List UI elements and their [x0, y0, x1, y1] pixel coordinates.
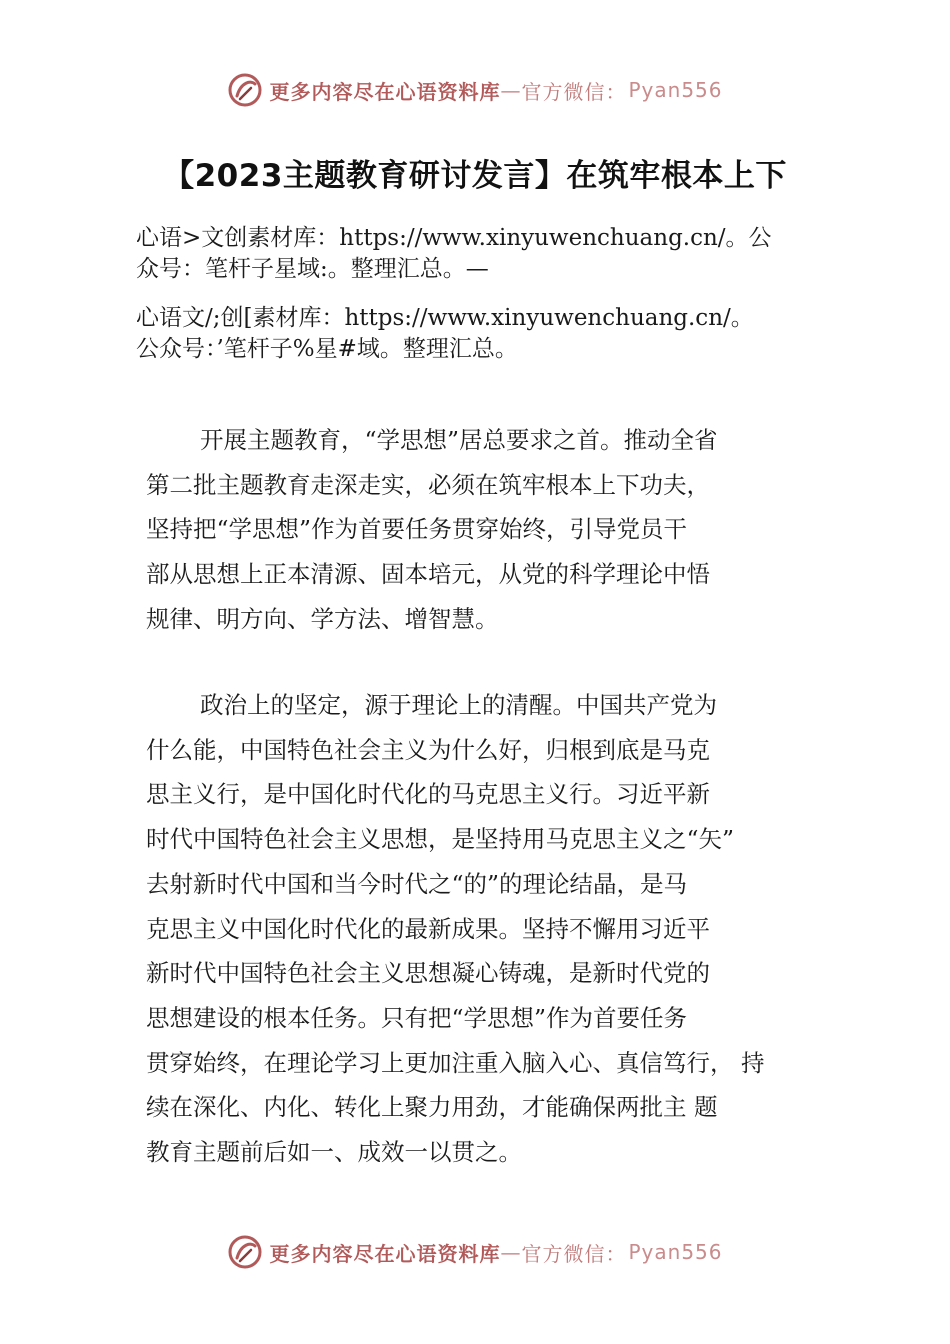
- watermark-wechat-label: 官方微信：: [521, 79, 627, 104]
- watermark-header: [0, 72, 950, 108]
- watermark-footer: [0, 1234, 950, 1270]
- paragraph-line: 去射新时代中国和当今时代之“的”的理论结晶，是马: [146, 869, 688, 898]
- paragraph-2: [146, 683, 836, 1175]
- document-title: 【2023主题教育研讨发言】在筑牢根本上下: [163, 158, 787, 194]
- logo-icon: [227, 1234, 263, 1270]
- paragraph-line: 教育主题前后如一、成效一以贯之。: [146, 1138, 522, 1167]
- watermark-text: 更多内容尽在心语资料库: [269, 79, 501, 104]
- paragraph-line: 续在深化、内化、转化上聚力用劲，才能确保两批主 题: [146, 1093, 718, 1122]
- paragraph-line: 思想建设的根本任务。只有把“学思想”作为首要任务: [146, 1003, 688, 1032]
- watermark-separator: —: [500, 1240, 522, 1264]
- source-line: 心语文/;创[素材库：https://www.xinyuwenchuang.cn/。: [136, 305, 754, 331]
- source-block-2: [136, 303, 836, 365]
- paragraph-1: [146, 418, 836, 642]
- watermark-text: 更多内容尽在心语资料库: [269, 1241, 501, 1266]
- paragraph-line: 规律、明方向、学方法、增智慧。: [146, 604, 499, 633]
- source-line: 众号：笔杆子星域:。整理汇总。—: [136, 256, 489, 282]
- watermark-wechat-label: 官方微信：: [521, 1241, 627, 1266]
- paragraph-line: 新时代中国特色社会主义思想凝心铸魂，是新时代党的: [146, 959, 710, 988]
- watermark-wechat-id: Pyan556: [628, 78, 723, 102]
- paragraph-line: 时代中国特色社会主义思想，是坚持用马克思主义之“矢”: [146, 825, 735, 854]
- source-block-1: [136, 223, 836, 285]
- watermark-wechat-id: Pyan556: [628, 1240, 723, 1264]
- logo-icon: [227, 72, 263, 108]
- paragraph-line: 贯穿始终，在理论学习上更加注重入脑入心、真信笃行， 持: [146, 1048, 765, 1077]
- watermark-separator: —: [500, 78, 522, 102]
- source-line: 心语>文创素材库：https://www.xinyuwenchuang.cn/。公: [136, 225, 772, 251]
- paragraph-line: 克思主义中国化时代化的最新成果。坚持不懈用习近平: [146, 914, 710, 943]
- paragraph-line: 第二批主题教育走深走实，必须在筑牢根本上下功夫，: [146, 470, 710, 499]
- paragraph-line: 开展主题教育，“学思想”居总要求之首。推动全省: [200, 426, 718, 454]
- paragraph-line: 什么能，中国特色社会主义为什么好，归根到底是马克: [146, 735, 710, 764]
- paragraph-line: 思主义行，是中国化时代化的马克思主义行。习近平新: [146, 780, 710, 809]
- paragraph-line: 部从思想上正本清源、固本培元，从党的科学理论中悟: [146, 560, 710, 589]
- paragraph-line: 政治上的坚定，源于理论上的清醒。中国共产党为: [200, 691, 717, 719]
- source-line: 公众号：’笔杆子%星#域。整理汇总。: [136, 336, 518, 362]
- paragraph-line: 坚持把“学思想”作为首要任务贯穿始终，引导党员干: [146, 515, 688, 544]
